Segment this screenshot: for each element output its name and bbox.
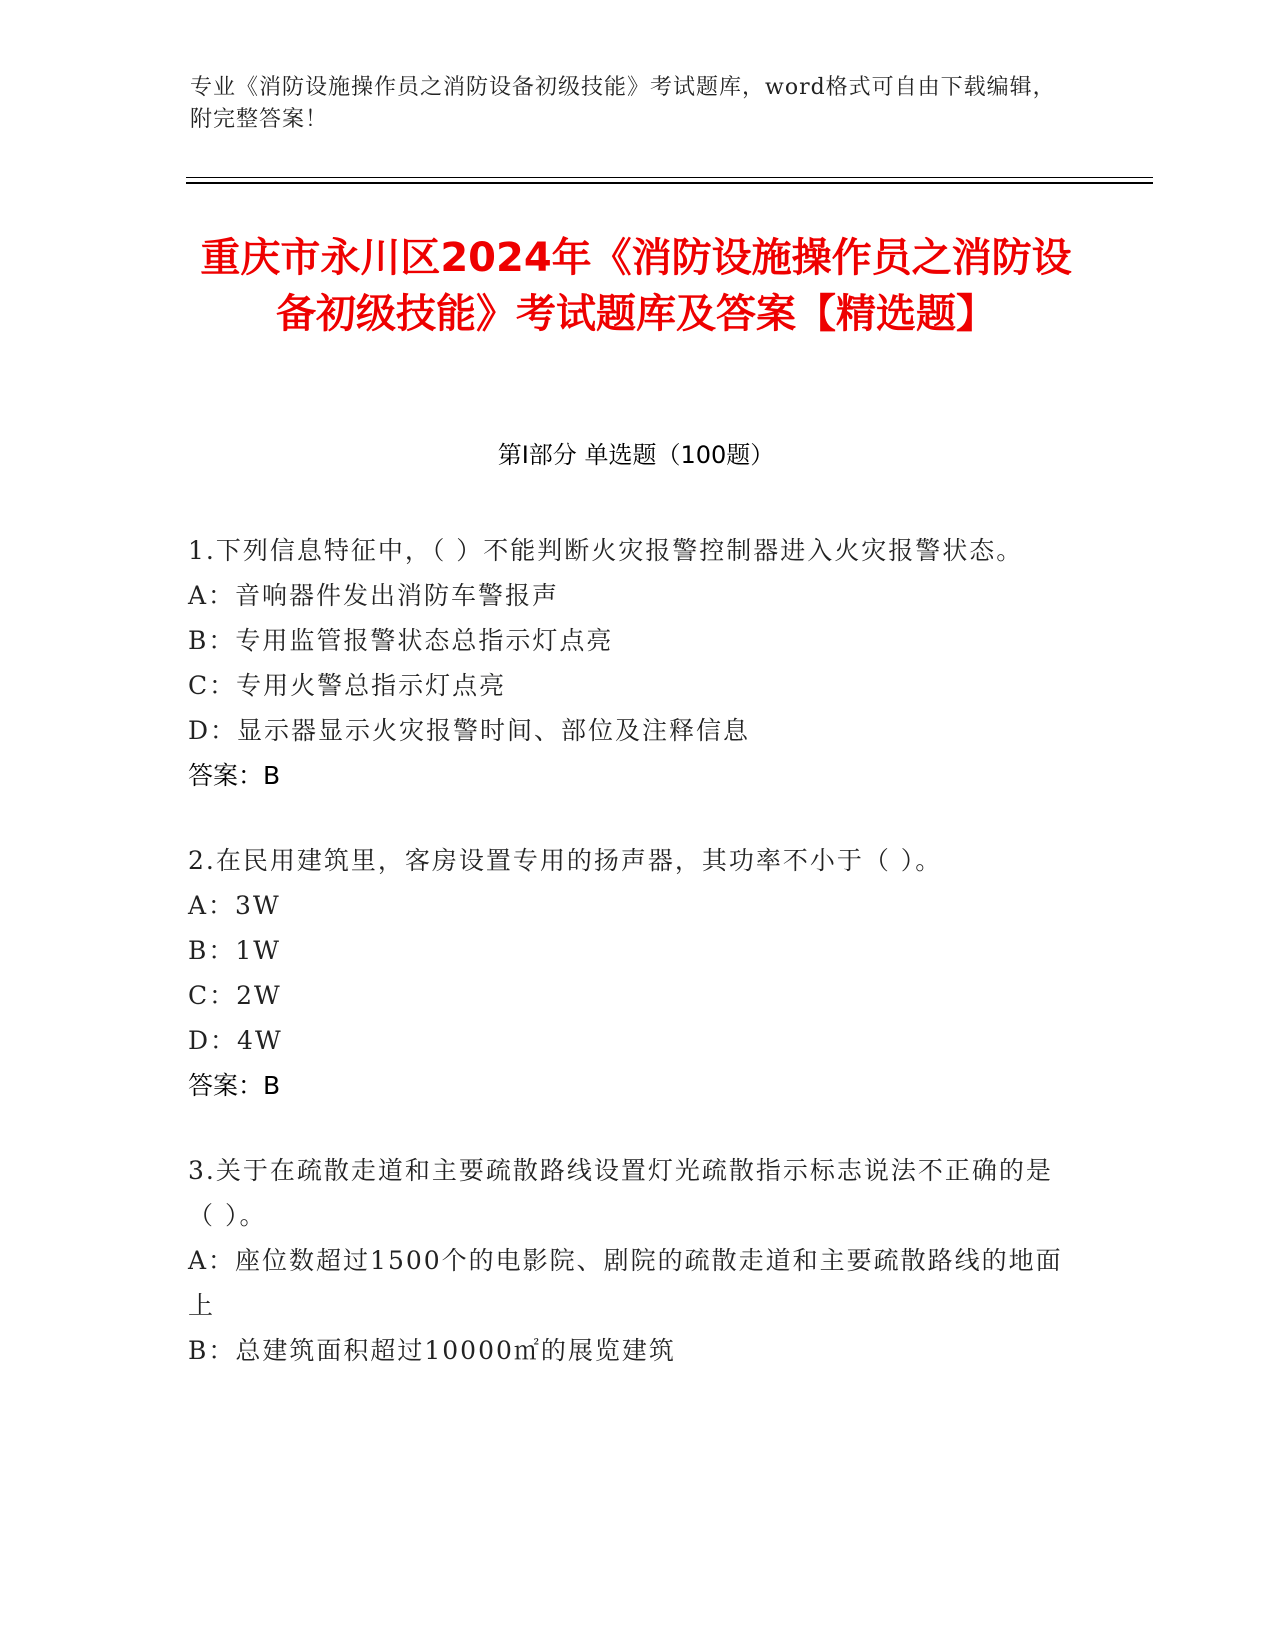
question-option-c: C：2W (188, 981, 282, 1010)
question-item (188, 528, 1068, 798)
question-item (188, 1148, 1068, 1373)
question-option-a: A：座位数超过1500个的电影院、剧院的疏散走道和主要疏散路线的地面上 (188, 1246, 1063, 1320)
question-stem: 1.下列信息特征中，（ ）不能判断火灾报警控制器进入火灾报警状态。 (188, 536, 1024, 565)
question-item (188, 838, 1068, 1108)
document-title: 重庆市永川区2024年《消防设施操作员之消防设备初级技能》考试题库及答案【精选题】 (200, 235, 1072, 337)
question-option-b: B：总建筑面积超过10000㎡的展览建筑 (188, 1336, 676, 1365)
question-option-c: C：专用火警总指示灯点亮 (188, 671, 507, 700)
header-divider-thick (186, 182, 1153, 184)
question-answer: 答案：B (188, 761, 281, 790)
question-stem: 3.关于在疏散走道和主要疏散路线设置灯光疏散指示标志说法不正确的是（ ）。 (188, 1156, 1053, 1230)
section-title: 第I部分 单选题（100题） (497, 441, 775, 469)
header-note: 专业《消防设施操作员之消防设备初级技能》考试题库，word格式可自由下载编辑，附完整答案！ (190, 75, 1056, 132)
question-answer: 答案：B (188, 1071, 281, 1100)
question-option-a: A：3W (188, 891, 281, 920)
question-option-d: D：显示器显示火灾报警时间、部位及注释信息 (188, 716, 751, 745)
question-option-a: A：音响器件发出消防车警报声 (188, 581, 560, 610)
question-option-b: B：专用监管报警状态总指示灯点亮 (188, 626, 614, 655)
question-option-b: B：1W (188, 936, 281, 965)
header-divider-thin (186, 177, 1153, 178)
question-list (188, 528, 1068, 1413)
question-stem: 2.在民用建筑里，客房设置专用的扬声器，其功率不小于（ ）。 (188, 846, 943, 875)
question-option-d: D：4W (188, 1026, 283, 1055)
